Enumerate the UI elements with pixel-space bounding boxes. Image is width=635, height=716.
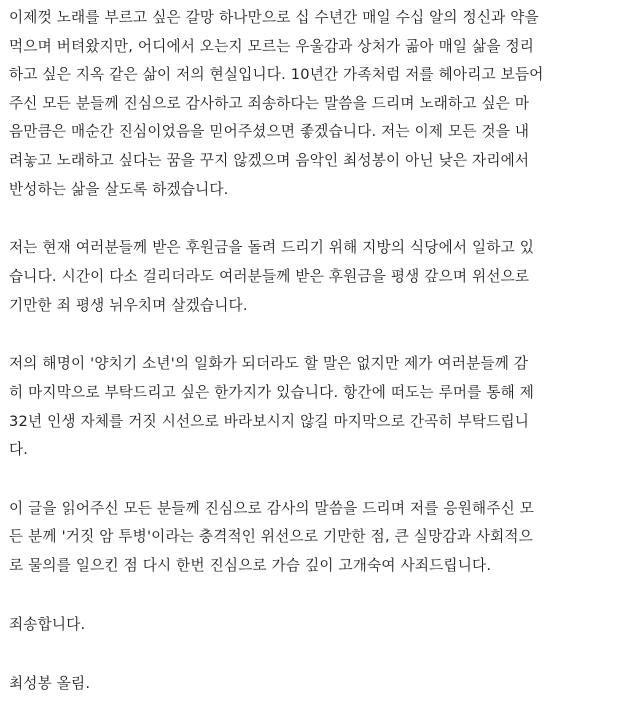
signature-line: 최성봉 올림.: [9, 674, 91, 692]
text-line: 먹으며 버텨왔지만, 어디에서 오는지 모르는 우울감과 상처가 곪아 매일 삶을 정리: [9, 37, 535, 55]
text-line: 죄송합니다.: [9, 615, 86, 633]
text-line: 반성하는 삶을 살도록 하겠습니다.: [9, 180, 229, 198]
paragraph-gap: [9, 204, 621, 234]
text-line: 주신 모든 분들께 진심으로 감사하고 죄송하다는 말씀을 드리며 노래하고 싶은 마: [9, 94, 530, 112]
paragraph-1: [9, 4, 621, 204]
apology-letter: [9, 4, 621, 698]
text-line: 다.: [9, 441, 29, 459]
text-line: 저는 현재 여러분들께 받은 후원금을 돌려 드리기 위해 지방의 식당에서 일하고 있: [9, 239, 535, 257]
text-line: 저의 해명이 '양치기 소년'의 일화가 되더라도 할 말은 없지만 제가 여러분들께 감: [9, 355, 529, 373]
signature: [9, 670, 621, 699]
paragraph-gap: [9, 639, 621, 669]
text-line: 려놓고 노래하고 싶다는 꿈을 꾸지 않겠으며 음악인 최성봉이 아닌 낮은 자리에서: [9, 151, 530, 169]
text-line: 기만한 죄 평생 뉘우치며 살겠습니다.: [9, 296, 248, 314]
text-line: 이 글을 읽어주신 모든 분들께 진심으로 감사의 말씀을 드리며 저를 응원해주신 모: [9, 499, 535, 517]
text-line: 습니다. 시간이 다소 걸리더라도 여러분들께 받은 후원금을 평생 갚으며 위선으로: [9, 267, 530, 285]
paragraph-2: [9, 234, 621, 320]
paragraph-gap: [9, 581, 621, 611]
text-line: 로 물의를 일으킨 점 다시 한번 진심으로 가슴 깊이 고개숙여 사죄드립니다.: [9, 557, 492, 575]
paragraph-gap: [9, 465, 621, 495]
paragraph-4: [9, 495, 621, 581]
text-line: 하고 싶은 지옥 같은 삶이 저의 현실입니다. 10년간 가족처럼 저를 헤아리고 보듬어: [9, 66, 544, 84]
text-line: 32년 인생 자체를 거짓 시선으로 바라보시지 않길 마지막으로 간곡히 부탁드립니: [9, 412, 530, 430]
paragraph-apology: [9, 611, 621, 640]
text-line: 히 마지막으로 부탁드리고 싶은 한가지가 있습니다. 항간에 떠도는 루머를 통해 제: [9, 383, 535, 401]
text-line: 이제껏 노래를 부르고 싶은 갈망 하나만으로 십 수년간 매일 수십 알의 정신과 약을: [9, 9, 539, 26]
text-line: 음만큼은 매순간 진심이었음을 믿어주셨으면 좋겠습니다. 저는 이제 모든 것을 내: [9, 123, 530, 141]
text-line: 든 분께 '거짓 암 투병'이라는 충격적인 위선으로 기만한 점, 큰 실망감과 사회적으: [9, 528, 534, 546]
paragraph-3: [9, 350, 621, 464]
paragraph-gap: [9, 320, 621, 350]
